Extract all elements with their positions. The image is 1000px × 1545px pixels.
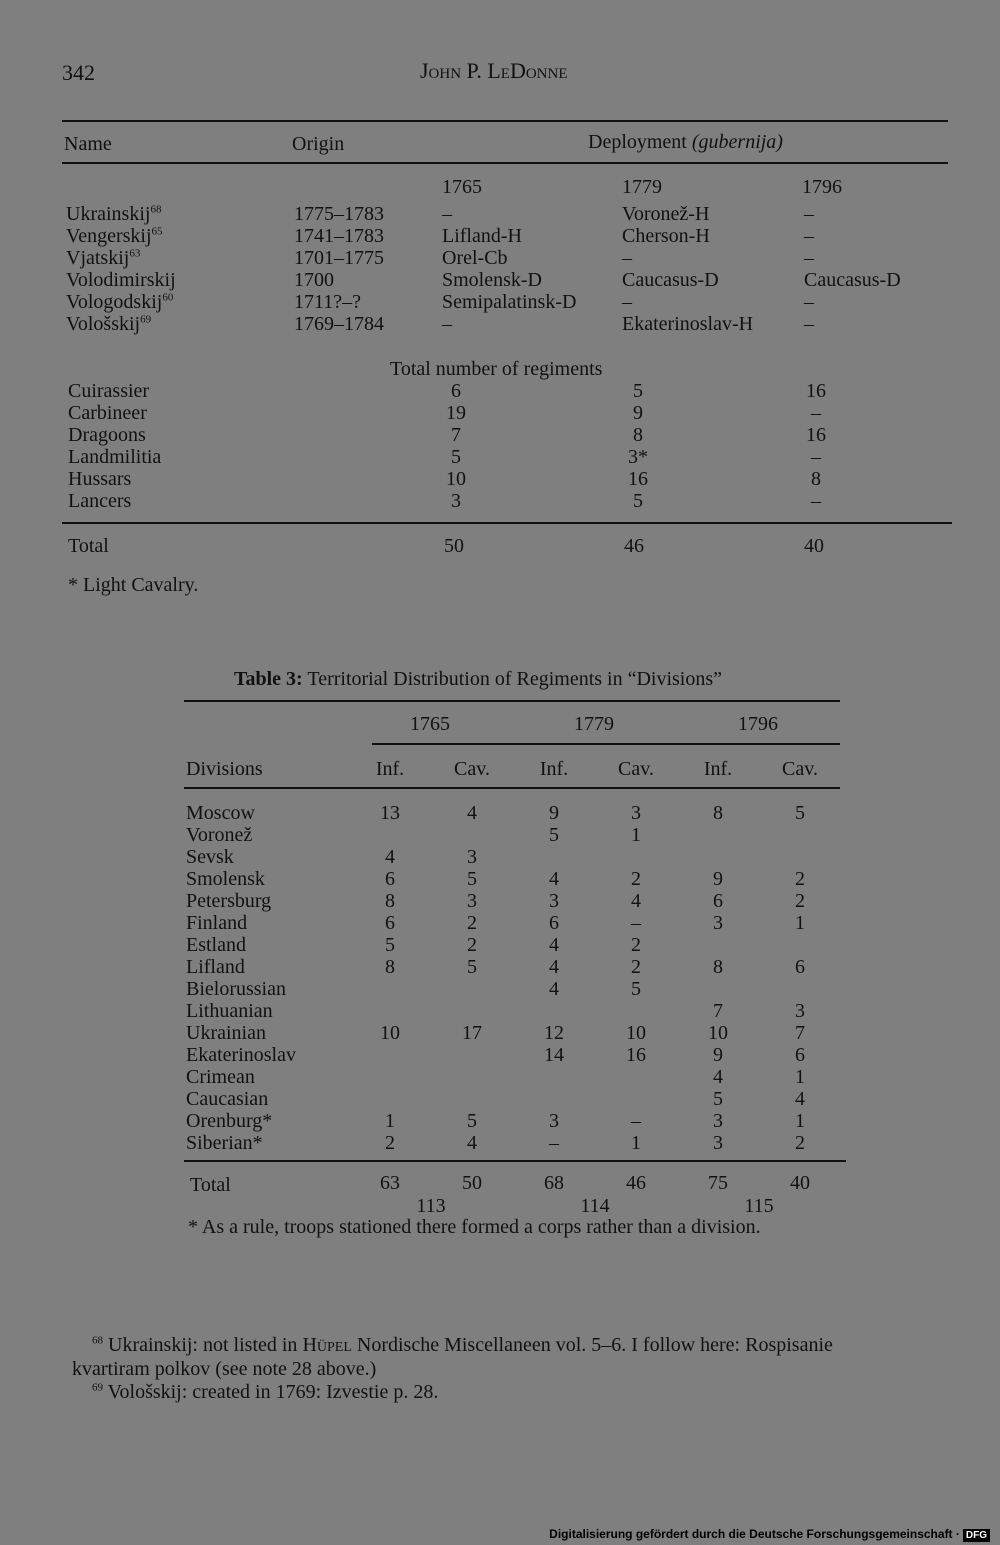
t3-total-value: 40	[790, 1172, 810, 1194]
deployment-1765: Lifland-H	[442, 225, 522, 247]
page-number: 342	[62, 60, 95, 85]
deployment-italic: (gubernija)	[691, 131, 783, 153]
division-value: 4	[549, 934, 559, 956]
t3-total-value: 50	[462, 1172, 482, 1194]
division-name: Estland	[186, 934, 246, 956]
cav-header: Cav.	[782, 758, 818, 780]
deployment-1779: Ekaterinoslav-H	[622, 313, 754, 335]
division-name: Lifland	[186, 956, 245, 978]
deployment-1765: Orel-Cb	[442, 247, 508, 269]
division-value: 4	[385, 846, 395, 868]
deployment-label: Deployment	[588, 131, 687, 153]
deployment-1796: –	[804, 291, 814, 313]
division-value: 8	[385, 890, 395, 912]
division-value: 4	[631, 890, 641, 912]
subheading-total-regiments: Total number of regiments	[390, 358, 603, 380]
division-value: 4	[795, 1088, 805, 1110]
division-value: 10	[380, 1022, 400, 1044]
division-value: 9	[713, 868, 723, 890]
count-1765: 7	[451, 424, 461, 446]
dfg-credit	[549, 1527, 990, 1542]
division-name: Moscow	[186, 802, 255, 824]
count-1765: 10	[446, 468, 466, 490]
division-value: 5	[713, 1088, 723, 1110]
table-3-caption-number: Table 3:	[234, 668, 303, 690]
cav-header: Cav.	[454, 758, 490, 780]
regiment-origin: 1769–1784	[294, 313, 384, 335]
regiment-origin: 1775–1783	[294, 203, 384, 225]
t3-total-sum: 114	[580, 1195, 610, 1217]
division-name: Smolensk	[186, 868, 265, 890]
division-value: 17	[462, 1022, 482, 1044]
count-1779: 8	[633, 424, 643, 446]
division-value: 2	[467, 912, 477, 934]
division-value: 4	[467, 802, 477, 824]
t3-total-sum: 115	[744, 1195, 774, 1217]
regiment-name: Vologodskij$^{60}$	[66, 291, 174, 313]
year-1765: 1765	[442, 176, 482, 198]
division-value: 3	[467, 846, 477, 868]
t3-footnote: * As a rule, troops stationed there formed a corps rather than a division.	[188, 1216, 761, 1238]
division-value: 2	[631, 934, 641, 956]
division-value: 9	[713, 1044, 723, 1066]
division-value: –	[549, 1132, 559, 1154]
count-1796: –	[811, 490, 821, 512]
regiment-type: Cuirassier	[68, 380, 150, 402]
division-value: 3	[713, 1132, 723, 1154]
count-1765: 5	[451, 446, 461, 468]
regiment-name: Volodimirskij	[66, 269, 176, 291]
division-value: 9	[549, 802, 559, 824]
division-value: 6	[549, 912, 559, 934]
footnote-68-text-a: Ukrainskij: not listed in	[108, 1334, 303, 1356]
total-label: Total	[68, 535, 109, 557]
footnote-68	[92, 1334, 833, 1357]
division-value: 10	[708, 1022, 728, 1044]
cav-header: Cav.	[618, 758, 654, 780]
footnote-68-text-b: Nordische Miscellaneen vol. 5–6. I follow here: Rospisanie	[351, 1334, 833, 1356]
division-value: 3	[713, 1110, 723, 1132]
division-value: 3	[549, 890, 559, 912]
running-head-author: John P. LeDonne	[420, 58, 568, 83]
regiment-note-ref: 60	[162, 291, 174, 304]
regiment-origin: 1701–1775	[294, 247, 384, 269]
total-1796: 40	[804, 535, 824, 557]
division-value: 8	[713, 956, 723, 978]
year-1779: 1779	[622, 176, 662, 198]
division-value: 8	[385, 956, 395, 978]
division-value: 6	[795, 956, 805, 978]
division-value: 16	[626, 1044, 646, 1066]
count-1796: 8	[811, 468, 821, 490]
inf-header: Inf.	[539, 758, 569, 780]
col-header-origin: Origin	[292, 133, 345, 155]
table-3-caption-text: Territorial Distribution of Regiments in “Divisions”	[307, 668, 723, 690]
division-value: 1	[795, 912, 805, 934]
regiment-note-ref: 65	[151, 225, 163, 238]
division-name: Petersburg	[186, 890, 272, 912]
count-1796: 16	[806, 380, 826, 402]
division-name: Siberian*	[186, 1132, 263, 1154]
division-value: 3	[713, 912, 723, 934]
count-1796: –	[811, 446, 821, 468]
division-name: Ukrainian	[186, 1022, 266, 1044]
regiment-type: Lancers	[68, 490, 132, 512]
regiment-type: Hussars	[68, 468, 132, 490]
footnote-69-text: Vološskij: created in 1769: Izvestie p. 28.	[107, 1381, 439, 1403]
regiment-note-ref: 63	[129, 247, 141, 260]
division-value: 6	[385, 912, 395, 934]
t3-total-value: 46	[626, 1172, 646, 1194]
division-name: Caucasian	[186, 1088, 269, 1110]
count-1765: 6	[451, 380, 461, 402]
division-value: 1	[385, 1110, 395, 1132]
regiment-type: Dragoons	[68, 424, 146, 446]
regiment-note-ref: 68	[150, 203, 162, 216]
division-value: 14	[544, 1044, 564, 1066]
division-value: 7	[713, 1000, 723, 1022]
division-value: 13	[380, 802, 400, 824]
division-name: Finland	[186, 912, 248, 934]
deployment-1796: –	[804, 203, 814, 225]
year-1796: 1796	[802, 176, 842, 198]
division-value: 5	[795, 802, 805, 824]
regiment-origin: 1711?–?	[294, 291, 362, 313]
deployment-1796: –	[804, 225, 814, 247]
division-name: Orenburg*	[186, 1110, 273, 1132]
regiment-origin: 1700	[294, 269, 334, 291]
division-value: 8	[713, 802, 723, 824]
division-name: Lithuanian	[186, 1000, 273, 1022]
footnote-69	[92, 1381, 438, 1404]
t3-year-1765: 1765	[410, 713, 450, 735]
deployment-1796: Caucasus-D	[804, 269, 901, 291]
footnote-68-author: Hüpel	[302, 1334, 352, 1356]
division-value: 4	[549, 978, 559, 1000]
deployment-1765: Smolensk-D	[442, 269, 542, 291]
count-1779: 3*	[628, 446, 648, 468]
deployment-1765: Semipalatinsk-D	[442, 291, 577, 313]
division-value: 5	[631, 978, 641, 1000]
division-value: 4	[467, 1132, 477, 1154]
division-value: –	[631, 912, 641, 934]
total-1765: 50	[444, 535, 464, 557]
division-value: 1	[795, 1110, 805, 1132]
division-value: 3	[549, 1110, 559, 1132]
deployment-1765: –	[442, 203, 452, 225]
division-value: 2	[795, 868, 805, 890]
regiment-note-ref: 69	[140, 313, 152, 326]
division-value: 3	[631, 802, 641, 824]
division-value: 7	[795, 1022, 805, 1044]
inf-header: Inf.	[375, 758, 405, 780]
division-value: –	[631, 1110, 641, 1132]
division-value: 12	[544, 1022, 564, 1044]
division-value: 4	[549, 868, 559, 890]
credit-text: Digitalisierung gefördert durch die Deutsche Forschungsgemeinschaft ·	[549, 1527, 960, 1541]
division-value: 1	[631, 1132, 641, 1154]
division-value: 1	[631, 824, 641, 846]
division-value: 5	[467, 868, 477, 890]
division-value: 2	[795, 890, 805, 912]
count-1779: 16	[628, 468, 648, 490]
regiment-name: Vengerskij$^{65}$	[66, 225, 163, 247]
count-1779: 5	[633, 380, 643, 402]
dfg-logo: DFG	[963, 1529, 990, 1542]
division-value: 4	[713, 1066, 723, 1088]
division-value: 2	[795, 1132, 805, 1154]
t3-total-value: 68	[544, 1172, 564, 1194]
t3-total-label: Total	[190, 1174, 231, 1196]
footnote-68-line2: kvartiram polkov (see note 28 above.)	[72, 1358, 377, 1380]
division-value: 2	[631, 868, 641, 890]
division-value: 2	[385, 1132, 395, 1154]
regiment-origin: 1741–1783	[294, 225, 384, 247]
division-value: 5	[549, 824, 559, 846]
t3-year-1779: 1779	[574, 713, 614, 735]
regiment-type: Landmilitia	[68, 446, 162, 468]
col-header-deployment	[588, 131, 783, 153]
total-1779: 46	[624, 535, 644, 557]
division-value: 5	[467, 1110, 477, 1132]
deployment-1779: –	[622, 291, 632, 313]
division-name: Bielorussian	[186, 978, 286, 1000]
inf-header: Inf.	[703, 758, 733, 780]
regiment-type: Carbineer	[68, 402, 147, 424]
deployment-1796: –	[804, 247, 814, 269]
count-1796: –	[811, 402, 821, 424]
light-cavalry-footnote: * Light Cavalry.	[68, 574, 199, 596]
division-name: Sevsk	[186, 846, 234, 868]
count-1765: 3	[451, 490, 461, 512]
footnote-69-number: 69	[92, 1381, 103, 1394]
count-1779: 5	[633, 490, 643, 512]
division-value: 6	[795, 1044, 805, 1066]
division-name: Voronež	[186, 824, 253, 846]
division-name: Ekaterinoslav	[186, 1044, 296, 1066]
deployment-1779: Cherson-H	[622, 225, 710, 247]
division-value: 5	[467, 956, 477, 978]
deployment-1765: –	[442, 313, 452, 335]
deployment-1779: –	[622, 247, 632, 269]
division-value: 6	[385, 868, 395, 890]
division-value: 2	[631, 956, 641, 978]
t3-total-value: 63	[380, 1172, 400, 1194]
count-1779: 9	[633, 402, 643, 424]
deployment-1779: Voronež-H	[622, 203, 710, 225]
count-1765: 19	[446, 402, 466, 424]
division-value: 6	[713, 890, 723, 912]
division-value: 2	[467, 934, 477, 956]
division-name: Crimean	[186, 1066, 255, 1088]
footnote-68-number: 68	[92, 1334, 103, 1347]
deployment-1779: Caucasus-D	[622, 269, 719, 291]
division-value: 1	[795, 1066, 805, 1088]
regiment-name: Vološskij$^{69}$	[66, 313, 152, 335]
t3-year-1796: 1796	[738, 713, 778, 735]
division-value: 5	[385, 934, 395, 956]
division-value: 3	[795, 1000, 805, 1022]
t3-divisions-header: Divisions	[186, 758, 263, 780]
deployment-1796: –	[804, 313, 814, 335]
division-value: 4	[549, 956, 559, 978]
count-1796: 16	[806, 424, 826, 446]
col-header-name: Name	[64, 133, 112, 155]
division-value: 10	[626, 1022, 646, 1044]
t3-total-sum: 113	[416, 1195, 446, 1217]
table-3-caption	[234, 668, 722, 691]
division-value: 3	[467, 890, 477, 912]
regiment-name: Ukrainskij$^{68}$	[66, 203, 162, 225]
regiment-name: Vjatskij$^{63}$	[66, 247, 141, 269]
t3-total-value: 75	[708, 1172, 728, 1194]
